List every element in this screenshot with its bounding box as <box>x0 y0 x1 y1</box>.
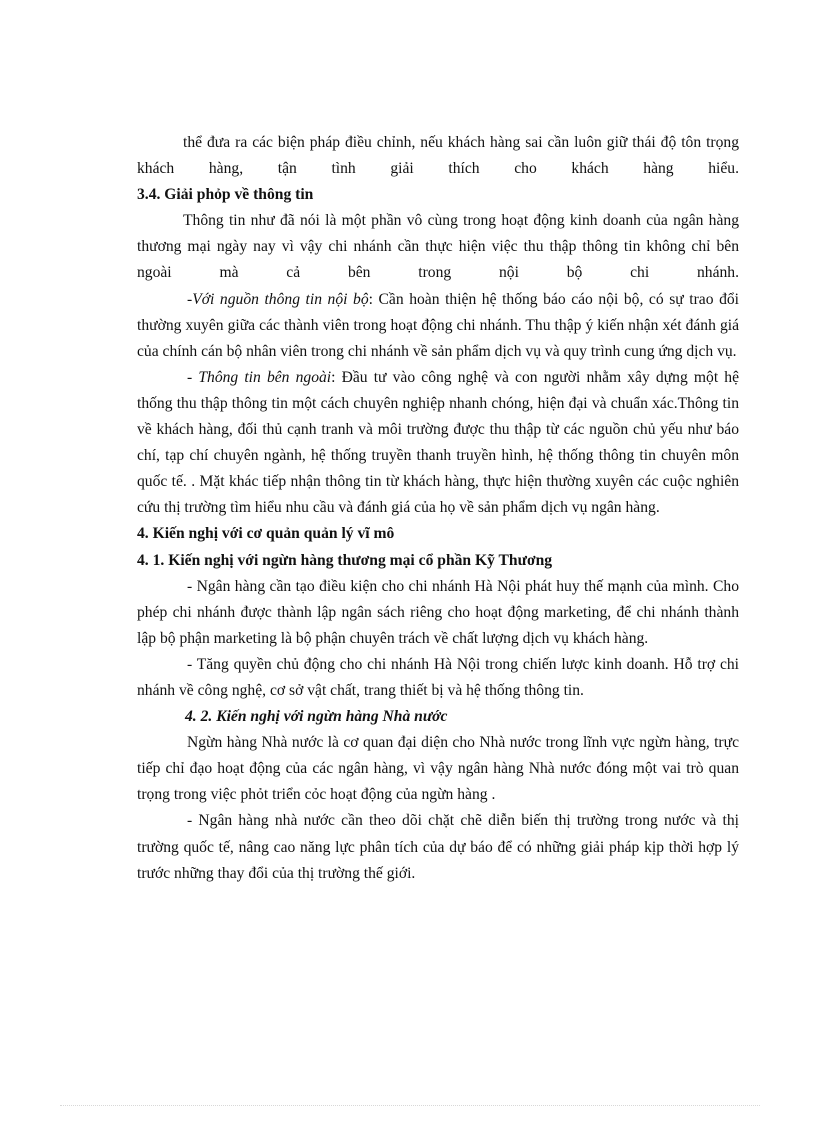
paragraph-4-1-b: - Tăng quyền chủ động cho chi nhánh Hà Nội trong chiến lược kinh doanh. Hỗ trợ chi nhánh về công nghệ, cơ sở vật chất, trang thiết bị và hệ thống thông tin. <box>137 655 739 699</box>
heading-3-4: 3.4. Giải phỏp về thông tin <box>137 186 314 204</box>
paragraph-external-info <box>137 365 739 522</box>
external-info-text: : Đầu tư vào công nghệ và con người nhằm xây dựng một hệ thống thu thập thông tin một cách chuyên nghiệp nhanh chóng, hiện đại và chuẩn xác.Thông tin về khách hàng, đối thủ cạnh tranh và môi trường được thu thập từ các nguồn chủ yếu như báo chí, tạp chí chuyên ngành, hệ thống truyền thanh truyền hình, hệ thống thông tin chuyên môn quốc tế. . Mặt khác tiếp nhận thông tin từ khách hàng, thực hiện thường xuyên các cuộc nghiên cứu thị trường tìm hiểu nhu cầu và đánh giá của họ về sản phẩm dịch vụ ngân hàng. <box>137 368 740 517</box>
paragraph-information: Thông tin như đã nói là một phần vô cùng trong hoạt động kinh doanh của ngân hàng thương mại ngày nay vì vậy chi nhánh cần thực hiện việc thu thập thông tin không chỉ bên ngoài mà cả bên trong nội bộ chi nhánh. <box>137 212 739 282</box>
heading-4-2: 4. 2. Kiến nghị với ngừn hàng Nhà nước <box>185 708 448 726</box>
external-info-prefix: - <box>187 368 199 386</box>
paragraph-4-2-b: - Ngân hàng nhà nước cần theo dõi chặt chẽ diễn biến thị trường trong nước và thị trường quốc tế, nâng cao năng lực phân tích của dự báo để có những giải pháp kịp thời hợp lý trước những thay đổi của thị trường thế giới. <box>137 812 739 882</box>
paragraph-4-2-a: Ngừn hàng Nhà nước là cơ quan đại diện cho Nhà nước trong lĩnh vực ngừn hàng, trực tiếp chỉ đạo hoạt động của các ngân hàng, vì vậy ngân hàng Nhà nước đóng một vai trò quan trọng trong việc phỏt triển cỏc hoạt động của ngừn hàng . <box>137 734 739 804</box>
internal-info-text: : Cần hoàn thiện hệ thống báo cáo nội bộ, có sự trao đổi thường xuyên giữa các thành viên trong hoạt động chi nhánh. Thu thập ý kiến nhận xét đánh giá của chính cán bộ nhân viên trong chi nhánh về sản phẩm dịch vụ và quy trình cung ứng dịch vụ. <box>137 290 740 360</box>
paragraph-internal-info <box>137 287 739 365</box>
internal-info-label: -Với nguồn thông tin nội bộ <box>187 290 369 308</box>
heading-4-1: 4. 1. Kiến nghị với ngừn hàng thương mại cổ phần Kỹ Thương <box>137 551 553 569</box>
external-info-label: Thông tin bên ngoài <box>198 368 332 386</box>
paragraph-4-1-a: - Ngân hàng cần tạo điều kiện cho chi nhánh Hà Nội phát huy thế mạnh của mình. Cho phép chi nhánh được thành lập ngân sách riêng cho hoạt động marketing, để chi nhánh thành lập bộ phận marketing là bộ phận chuyên trách về chất lượng dịch vụ khách hàng. <box>137 577 739 647</box>
paragraph-continuation: thể đưa ra các biện pháp điều chỉnh, nếu khách hàng sai cần luôn giữ thái độ tôn trọng khách hàng, tận tình giải thích cho khách hàng hiểu. <box>137 134 739 178</box>
document-page <box>137 130 739 887</box>
page-bottom-rule <box>60 1105 760 1106</box>
heading-4: 4. Kiến nghị với cơ quản quản lý vĩ mô <box>137 525 395 543</box>
